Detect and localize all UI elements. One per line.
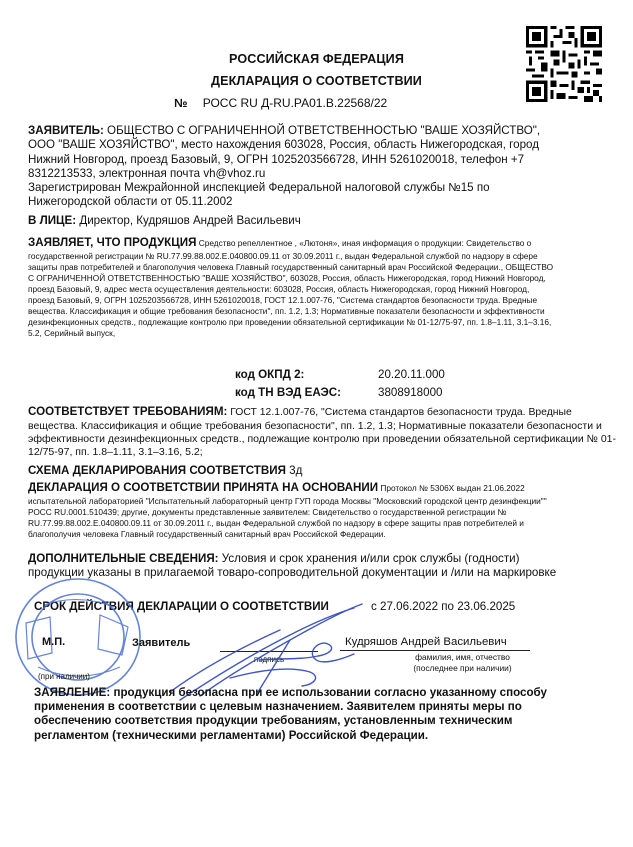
product-line: защиты прав потребителей и благополучия человека Главный государственный санитарный врач Российской Федерации., ОБЩЕСТВО: [28, 262, 554, 272]
scheme-label: СХЕМА ДЕКЛАРИРОВАНИЯ СООТВЕТСТВИЯ: [28, 464, 286, 477]
product-line: дезинфекционных средств., подлежащие контролю при проведении обязательной сертификации № 01-12/75-97, пп. 1.8–1.11, 3.1–3.16,: [28, 317, 552, 327]
applicant-line: 8312213533, электронная почта vh@vhoz.ru: [28, 166, 266, 180]
basis-line: благополучия человека Главный государственный санитарный врач Российской Федерации.: [28, 529, 386, 539]
conformity-label: СООТВЕТСТВУЕТ ТРЕБОВАНИЯМ:: [28, 405, 228, 418]
conformity-line: 12/75-97, пп. 1.8–1.11, 3.1–3.16, 5.2;: [28, 446, 203, 458]
basis-label: ДЕКЛАРАЦИЯ О СООТВЕТСТВИИ ПРИНЯТА НА ОСНОВАНИИ: [28, 481, 379, 494]
tnved-value: 3808918000: [378, 386, 443, 399]
product-line: С ОГРАНИЧЕННОЙ ОТВЕТСТВЕННОСТЬЮ "ВАШЕ ХОЗЯЙСТВО", 603028, Россия, область Нижегородская, город Нижний Новгород,: [28, 273, 546, 283]
okpd-label: код ОКПД 2:: [235, 368, 305, 381]
applicant-line: Зарегистрирован Межрайонной инспекцией Федеральной налоговой службы №15 по: [28, 181, 490, 195]
product-line: 5.2, Серийный выпуск,: [28, 328, 116, 338]
additional-label: ДОПОЛНИТЕЛЬНЫЕ СВЕДЕНИЯ:: [28, 552, 219, 565]
person-name: Директор, Кудряшов Андрей Васильевич: [76, 213, 301, 227]
tnved-label: код ТН ВЭД ЕАЭС:: [235, 386, 341, 399]
basis-line: RU.77.99.88.002.Е.040800.09.11 от 30.09.2011 г., выдан Федеральной службой по надзору в сфере защиты прав потребителей и: [28, 518, 524, 528]
applicant-line: Нижний Новгород, проезд Базовый, 9, ОГРН 1025203566728, ИНН 5261020018, телефон +7: [28, 152, 525, 166]
basis-line: Протокол № 5306Х выдан 21.06.2022: [378, 483, 525, 493]
applicant-label: ЗАЯВИТЕЛЬ:: [28, 124, 104, 137]
stamp-caption: (при наличии): [38, 672, 90, 681]
scheme-value: 3д: [285, 464, 303, 477]
person-label: В ЛИЦЕ:: [28, 213, 77, 227]
validity-label: СРОК ДЕЙСТВИЯ ДЕКЛАРАЦИИ О СООТВЕТСТВИИ: [34, 600, 329, 613]
name-caption-line: (последнее при наличии): [413, 663, 512, 673]
conformity-line: вещества. Классификация и общие требования безопасности", пп. 1.2, 1.3; Нормативные показатели безопасности и: [28, 420, 602, 432]
product-line: государственной регистрации № RU.77.99.88.002.Е.040800.09.11 от 30.09.2011 г., выдан Федеральной службой по надзору в сфере: [28, 251, 538, 261]
signer-name: Кудряшов Андрей Васильевич: [345, 636, 507, 648]
name-caption-line: фамилия, имя, отчество: [415, 652, 510, 662]
basis-block: [28, 478, 618, 540]
country-title: РОССИЙСКАЯ ФЕДЕРАЦИЯ: [229, 52, 404, 66]
applicant-block: [28, 124, 618, 228]
validity-value: с 27.06.2022 по 23.06.2025: [371, 600, 516, 613]
applicant-line: ООО "ВАШЕ ХОЗЯЙСТВО", место нахождения 603028, Россия, область Нижегородская, город: [28, 138, 539, 152]
additional-line: Условия и срок хранения и/или срок службы (годности): [218, 552, 520, 565]
signature-caption: подпись: [253, 655, 285, 664]
statement-line: применения в соответствии с целевым назначением. Заявителем приняты меры по: [34, 700, 522, 714]
product-line: проезд Базовый, 9, ОГРН 1025203566728, ИНН 5261020018, ГОСТ 12.1.007-76, "Система стандартов безопасности труда. Вредные: [28, 295, 538, 305]
basis-line: РОСС RU.0001.510439; другие, документы представленные заявителем: Свидетельство о государственной регистрации №: [28, 507, 507, 517]
conformity-block: [28, 405, 618, 459]
applicant-line: Нижегородской области от 05.11.2002: [28, 195, 233, 209]
number-value: РОСС RU Д-RU.РА01.В.22568/22: [202, 96, 388, 110]
applicant-line: ОБЩЕСТВО С ОГРАНИЧЕННОЙ ОТВЕТСТВЕННОСТЬЮ "ВАШЕ ХОЗЯЙСТВО",: [103, 124, 541, 137]
basis-line: испытательной лабораторией "Испытательный лабораторный центр ГУП города Москвы "Московский городской центр дезинфекции"": [28, 496, 547, 506]
document-title: ДЕКЛАРАЦИЯ О СООТВЕТСТВИИ: [211, 74, 422, 88]
declaration-number: [174, 96, 387, 110]
statement-block: [34, 686, 614, 743]
stamp-label: М.П.: [42, 636, 66, 648]
scheme-row: [28, 464, 302, 477]
statement-line: обеспечению соответствия продукции требованиям, установленным техническим: [34, 714, 513, 728]
product-block: [28, 233, 618, 339]
okpd-value: 20.20.11.000: [378, 368, 445, 381]
product-line: Средство репеллентное , «Лютоня», иная информация о продукции: Свидетельство о: [196, 238, 532, 248]
product-label: ЗАЯВЛЯЕТ, ЧТО ПРОДУКЦИЯ: [28, 236, 197, 249]
conformity-line: ГОСТ 12.1.007-76, "Система стандартов безопасности труда. Вредные: [227, 407, 572, 418]
statement-line: продукция безопасна при ее использовании согласно указанному способу: [110, 686, 547, 699]
additional-line: продукции указаны в прилагаемой товаро-сопроводительной документации и /или на маркировке: [28, 566, 557, 579]
conformity-line: эффективности дезинфекционных средств., подлежащие контролю при проведении обязательной сертификации № 01-: [28, 433, 617, 445]
product-line: проезд Базовый, 9, адрес места осуществления деятельности: 603028, Россия, область Нижегородская, город Нижний Новгород,: [28, 284, 530, 294]
applicant-sign-label: Заявитель: [132, 637, 191, 649]
statement-line: регламентом (техническими регламентами) Российской Федерации.: [34, 728, 429, 742]
statement-label: ЗАЯВЛЕНИЕ:: [34, 686, 111, 699]
number-prefix: №: [174, 96, 188, 110]
product-line: вещества. Классификация и общие требования безопасности", пп. 1.2, 1.3; Нормативные показатели безопасности и эффективности: [28, 306, 545, 316]
